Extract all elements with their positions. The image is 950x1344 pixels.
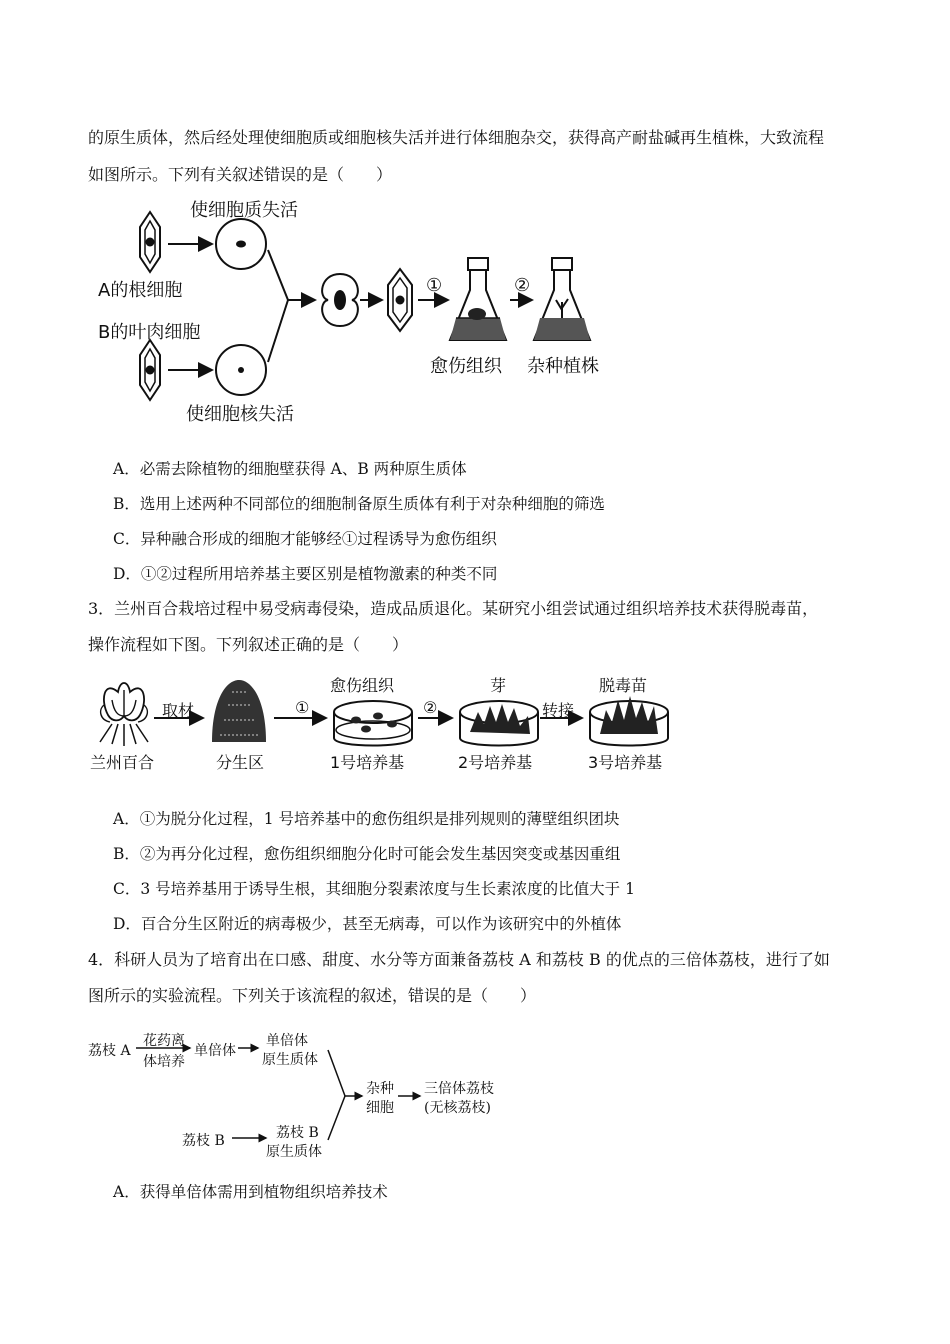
q2-top-label: 使细胞质失活 [190, 200, 298, 221]
q2-option-d: D．①②过程所用培养基主要区别是植物激素的种类不同 [113, 565, 498, 583]
q4-triploid-line2: (无核荔枝) [424, 1100, 491, 1116]
q3-take-label: 取材 [162, 701, 195, 720]
q4-stem-line1: 4．科研人员为了培育出在口感、甜度、水分等方面兼备荔枝 A 和荔枝 B 的优点的三倍体荔枝，进行了如 [88, 950, 830, 969]
q4-hybrid-line1: 杂种 [366, 1081, 394, 1097]
q2-a-label: A的根细胞 [98, 280, 183, 301]
q3-bud-label: 芽 [490, 676, 507, 695]
q2-step1: ① [426, 275, 443, 296]
q3-medium1-label: 1号培养基 [330, 753, 405, 772]
q3-medium2-label: 2号培养基 [458, 753, 533, 772]
q2-bottom-label: 使细胞核失活 [186, 404, 294, 425]
q3-lily-label: 兰州百合 [90, 753, 155, 772]
q2-option-a: A．必需去除植物的细胞壁获得 A、B 两种原生质体 [113, 460, 467, 478]
q3-seedling-label: 脱毒苗 [599, 676, 648, 695]
q2-b-label: B的叶肉细胞 [98, 322, 201, 343]
q4-haploid: 单倍体 [194, 1043, 236, 1059]
q3-stem-line1: 3．兰州百合栽培过程中易受病毒侵染，造成品质退化。某研究小组尝试通过组织培养技术获得脱毒苗， [88, 599, 819, 618]
q3-step2: ② [423, 698, 438, 717]
q3-callus-label: 愈伤组织 [330, 676, 395, 695]
q2-callus-label: 愈伤组织 [430, 356, 502, 377]
q4-haploid-pp-line2: 原生质体 [262, 1052, 318, 1068]
q4-b-pp-line1: 荔枝 B [276, 1125, 319, 1141]
q4-litchi-a: 荔枝 A [88, 1043, 131, 1059]
q4-b-pp-line2: 原生质体 [266, 1144, 322, 1160]
q3-stem-line2: 操作流程如下图。下列叙述正确的是（ ） [88, 635, 409, 654]
q2-stem-line1: 的原生质体，然后经处理使细胞质或细胞核失活并进行体细胞杂交，获得高产耐盐碱再生植株，大致流程 [88, 128, 825, 147]
q3-option-c: C．3 号培养基用于诱导生根，其细胞分裂素浓度与生长素浓度的比值大于 1 [113, 880, 635, 898]
q3-option-b: B．②为再分化过程，愈伤组织细胞分化时可能会发生基因突变或基因重组 [113, 845, 621, 863]
q2-stem-line2: 如图所示。下列有关叙述错误的是（ ） [88, 165, 393, 184]
q2-hybrid-label: 杂种植株 [527, 356, 599, 377]
q3-transfer-label: 转接 [542, 701, 575, 720]
q4-anther-line1: 花药离 [143, 1033, 185, 1049]
q4-stem-line2: 图所示的实验流程。下列关于该流程的叙述，错误的是（ ） [88, 986, 537, 1005]
q2-option-b: B．选用上述两种不同部位的细胞制备原生质体有利于对杂种细胞的筛选 [113, 495, 605, 513]
q4-hybrid-line2: 细胞 [366, 1100, 394, 1116]
q4-anther-line2: 体培养 [143, 1054, 185, 1070]
q2-step2: ② [514, 275, 531, 296]
q2-option-c: C．异种融合形成的细胞才能够经①过程诱导为愈伤组织 [113, 530, 497, 548]
q4-haploid-pp-line1: 单倍体 [266, 1033, 308, 1049]
q4-triploid-line1: 三倍体荔枝 [424, 1081, 494, 1097]
q3-meristem-label: 分生区 [216, 753, 265, 772]
q3-step1: ① [295, 698, 310, 717]
q3-medium3-label: 3号培养基 [588, 753, 663, 772]
q3-option-a: A．①为脱分化过程，1 号培养基中的愈伤组织是排列规则的薄壁组织团块 [113, 810, 620, 828]
q3-option-d: D．百合分生区附近的病毒极少，甚至无病毒，可以作为该研究中的外植体 [113, 915, 622, 933]
q4-option-a: A．获得单倍体需用到植物组织培养技术 [113, 1183, 388, 1201]
q4-litchi-b: 荔枝 B [182, 1133, 225, 1149]
